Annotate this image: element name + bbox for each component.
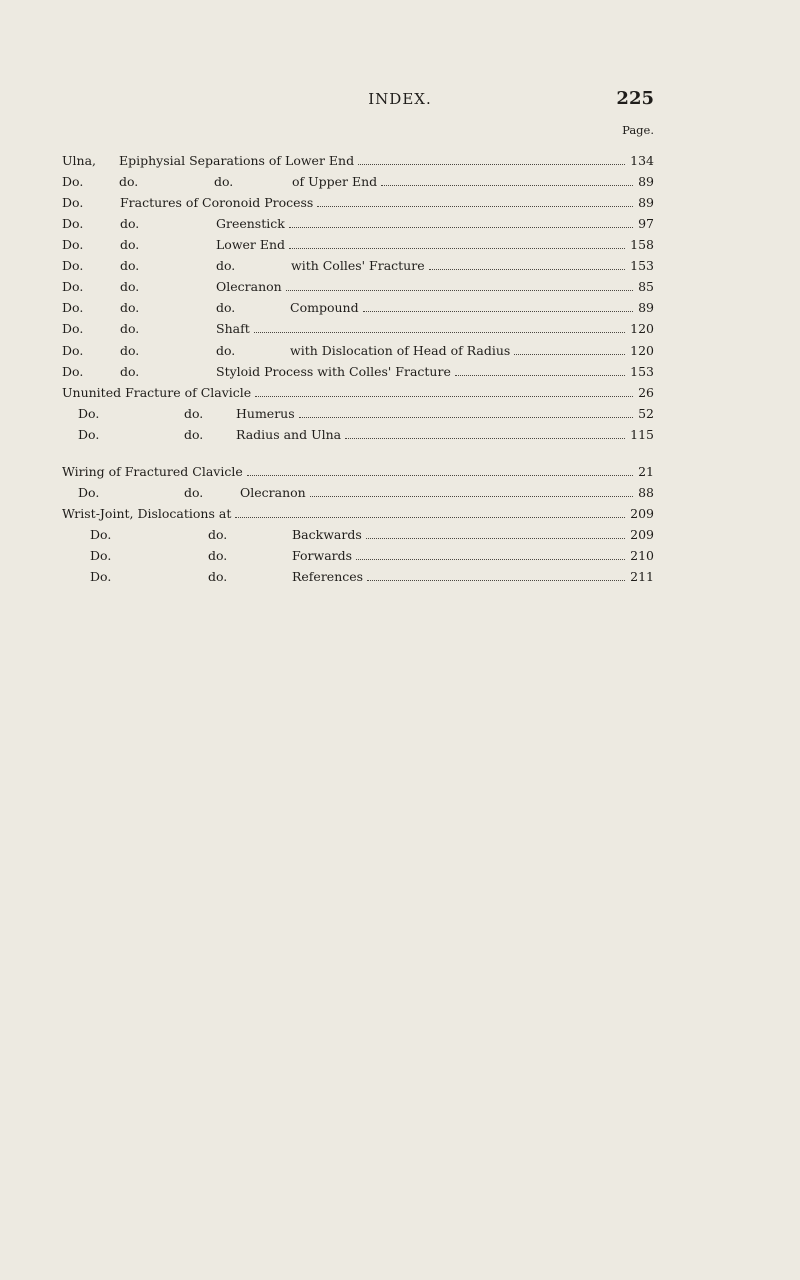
dot-leader [289,227,633,228]
entry-page-number: 89 [638,195,654,210]
index-entry [0,362,800,382]
dot-leader [356,559,625,560]
entry-heading: with Dislocation of Head of Radius [290,343,511,358]
entry-ditto: do. [120,300,140,315]
entry-ditto: do. [216,343,236,358]
entry-page-number: 153 [630,258,654,273]
entry-ditto: do. [184,406,204,421]
index-entry [0,341,800,361]
entry-page-number: 210 [630,548,654,563]
dot-leader [366,538,625,539]
dot-leader [363,311,633,312]
dot-leader [381,185,633,186]
entry-ditto: Do. [62,174,84,189]
entry-page-number: 21 [638,464,654,479]
entry-ditto: do. [208,548,228,563]
entry-ditto: Do. [90,527,112,542]
entry-ditto: do. [214,174,234,189]
dot-leader [367,580,625,581]
running-head [0,88,800,114]
entry-ditto: do. [208,527,228,542]
entry-page-number: 52 [638,406,654,421]
dot-leader [514,354,625,355]
index-entry [0,235,800,255]
index-entry [0,319,800,339]
entry-page-number: 85 [638,279,654,294]
entry-ditto: do. [120,237,140,252]
entry-ditto: do. [184,427,204,442]
entry-page-number: 209 [630,506,654,521]
entry-ditto: Do. [90,569,112,584]
index-entry [0,193,800,213]
entry-ditto: Do. [90,548,112,563]
dot-leader [317,206,633,207]
index-entry [0,504,800,524]
entry-heading: Wiring of Fractured Clavicle [62,464,243,479]
dot-leader [247,475,633,476]
entry-ditto: do. [120,279,140,294]
index-entry [0,525,800,545]
entry-heading: Radius and Ulna [236,427,342,442]
entry-ditto: do. [120,258,140,273]
entry-heading: Shaft [216,321,250,336]
entry-page-number: 209 [630,527,654,542]
dot-leader [358,164,625,165]
entry-heading: Olecranon [216,279,282,294]
entry-page-number: 89 [638,174,654,189]
index-entry [0,425,800,445]
dot-leader [455,375,625,376]
entry-ditto: Ulna, [62,153,97,168]
entry-heading: Epiphysial Separations of Lower End [119,153,355,168]
entry-page-number: 89 [638,300,654,315]
dot-leader [235,517,625,518]
entry-heading: Compound [290,300,359,315]
entry-ditto: Do. [62,195,84,210]
entry-heading: of Upper End [292,174,378,189]
entry-ditto: do. [216,258,236,273]
dot-leader [286,290,633,291]
index-entry [0,151,800,171]
page-column-label: Page. [622,123,654,137]
entry-page-number: 88 [638,485,654,500]
entry-page-number: 115 [630,427,654,442]
entry-heading: Humerus [236,406,295,421]
index-entry [0,277,800,297]
index-entry [0,462,800,482]
entry-ditto: do. [216,300,236,315]
entry-ditto: Do. [62,279,84,294]
entry-page-number: 97 [638,216,654,231]
entry-heading: Styloid Process with Colles' Fracture [216,364,451,379]
entry-page-number: 26 [638,385,654,400]
entry-ditto: Do. [78,427,100,442]
entry-heading: Lower End [216,237,286,252]
dot-leader [299,417,633,418]
entry-page-number: 153 [630,364,654,379]
page-number: 225 [616,88,654,109]
entry-heading: Olecranon [240,485,306,500]
dot-leader [345,438,625,439]
index-entry [0,567,800,587]
entry-ditto: Do. [78,485,100,500]
entry-ditto: Do. [62,364,84,379]
entry-page-number: 134 [630,153,654,168]
entry-heading: Forwards [292,548,353,563]
entry-ditto: do. [184,485,204,500]
entry-ditto: Do. [62,321,84,336]
entry-page-number: 120 [630,321,654,336]
entry-heading: Greenstick [216,216,285,231]
entry-ditto: do. [120,364,140,379]
entry-ditto: do. [208,569,228,584]
entry-heading: Wrist-Joint, Dislocations at [62,506,232,521]
dot-leader [289,248,625,249]
dot-leader [429,269,625,270]
entry-ditto: Do. [62,258,84,273]
index-entry [0,483,800,503]
index-entry [0,298,800,318]
index-entry [0,214,800,234]
entry-heading: Ununited Fracture of Clavicle [62,385,252,400]
entry-ditto: Do. [78,406,100,421]
index-entry [0,546,800,566]
index-entry [0,404,800,424]
entry-heading: Backwards [292,527,362,542]
page-title: INDEX. [368,90,432,108]
entry-page-number: 120 [630,343,654,358]
entry-page-number: 211 [630,569,654,584]
index-entry [0,383,800,403]
entry-ditto: do. [119,174,139,189]
index-entry [0,256,800,276]
entry-ditto: do. [120,321,140,336]
entry-ditto: Do. [62,343,84,358]
dot-leader [255,396,633,397]
entry-page-number: 158 [630,237,654,252]
entry-heading: with Colles' Fracture [291,258,425,273]
dot-leader [254,332,625,333]
dot-leader [310,496,633,497]
entry-heading: Fractures of Coronoid Process [120,195,314,210]
entry-ditto: Do. [62,216,84,231]
entry-ditto: do. [120,343,140,358]
entry-ditto: Do. [62,300,84,315]
index-entry [0,172,800,192]
entry-ditto: Do. [62,237,84,252]
entry-ditto: do. [120,216,140,231]
entry-heading: References [292,569,364,584]
